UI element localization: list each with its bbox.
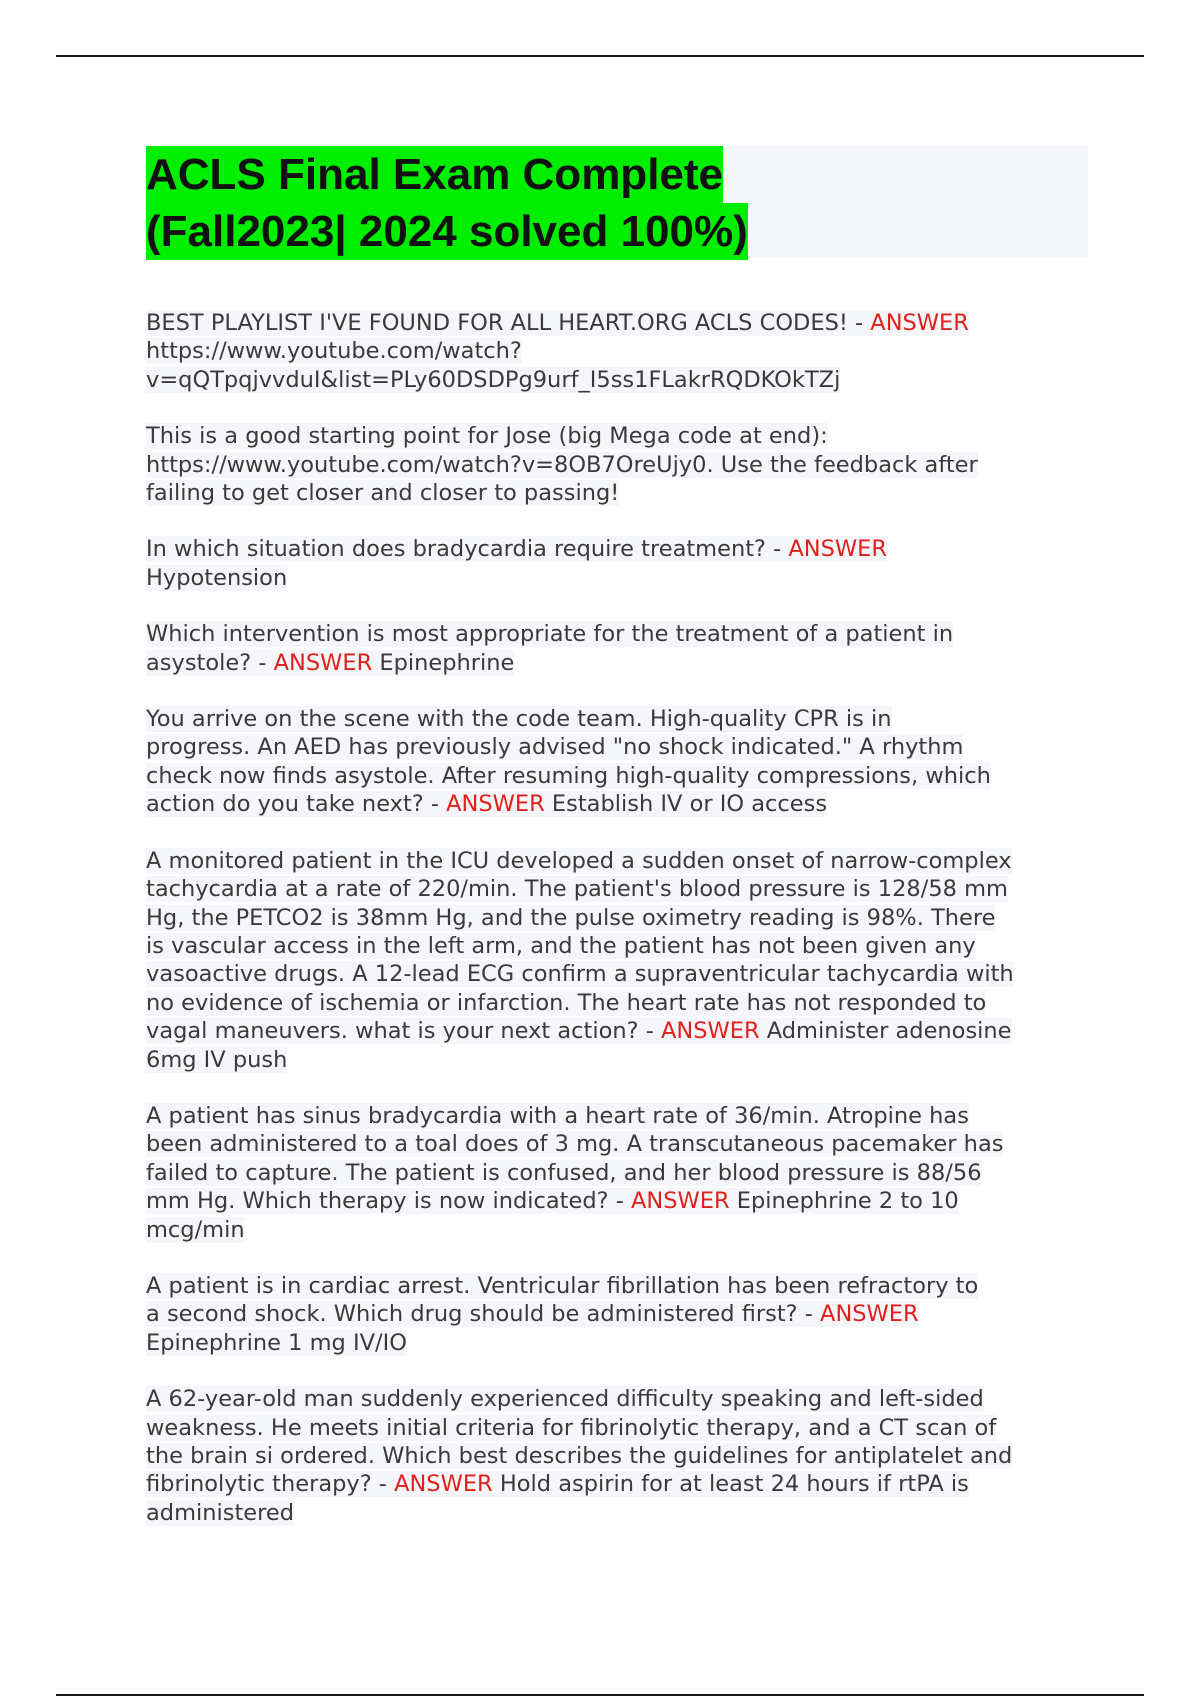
qa-line: [146, 733, 1096, 761]
qa-text: administered: [146, 1499, 295, 1526]
qa-line-text: [146, 1217, 245, 1243]
qa-line: [146, 479, 1096, 507]
qa-text: Establish IV or IO access: [544, 791, 828, 818]
qa-line-text: [146, 480, 619, 506]
qa-text: A patient has sinus bradycardia with a heart rate of 36/min. Atropine has: [146, 1102, 969, 1129]
qa-text: fibrinolytic therapy? -: [146, 1471, 395, 1498]
qa-line-text: [146, 876, 1008, 902]
qa-item: [146, 535, 1096, 592]
qa-text: BEST PLAYLIST I'VE FOUND FOR ALL HEART.ORG ACLS CODES! -: [146, 310, 871, 336]
qa-line-text: [146, 1131, 1003, 1157]
qa-line-text: [146, 706, 892, 732]
qa-line-text: [146, 905, 995, 931]
qa-line-text: [146, 310, 969, 336]
qa-item: [146, 705, 1096, 819]
qa-line-text: [146, 565, 287, 591]
qa-line: [146, 1442, 1096, 1470]
qa-line-text: [146, 1386, 984, 1412]
qa-line: [146, 875, 1096, 903]
qa-line-text: [146, 1330, 407, 1356]
top-rule: [56, 55, 1144, 57]
qa-line-text: [146, 423, 828, 449]
qa-line: [146, 705, 1096, 733]
qa-text: vasoactive drugs. A 12-lead ECG confirm a supraventricular tachycardia with: [146, 961, 1014, 988]
answer-label: ANSWER: [870, 310, 969, 336]
qa-line-text: [146, 621, 953, 647]
qa-text: is vascular access in the left arm, and the patient has not been given any: [146, 932, 976, 959]
qa-line-text: [146, 1047, 287, 1073]
qa-text: A monitored patient in the ICU developed a sudden onset of narrow-complex: [146, 847, 1012, 874]
answer-label: ANSWER: [273, 649, 373, 676]
qa-item: [146, 309, 1096, 394]
qa-line: [146, 1046, 1096, 1074]
qa-line: [146, 564, 1096, 592]
qa-text: Epinephrine 1 mg IV/IO: [146, 1329, 407, 1356]
qa-text: been administered to a toal does of 3 mg. A transcutaneous pacemaker has: [146, 1131, 1004, 1158]
qa-text: Hold aspirin for at least 24 hours if rtPA is: [492, 1471, 969, 1498]
qa-text: action do you take next? -: [146, 791, 447, 818]
qa-item: [146, 847, 1096, 1074]
qa-line: [146, 960, 1096, 988]
qa-line: [146, 989, 1096, 1017]
qa-line: [146, 1470, 1096, 1498]
qa-list: [146, 309, 1096, 1555]
qa-text: tachycardia at a rate of 220/min. The patient's blood pressure is 128/58 mm: [146, 876, 1008, 903]
qa-text: A 62-year-old man suddenly experienced difficulty speaking and left-sided: [146, 1386, 984, 1413]
page-title: [146, 146, 1088, 260]
qa-item: [146, 620, 1096, 677]
qa-line: [146, 451, 1096, 479]
qa-text: https://www.youtube.com/watch?: [146, 338, 522, 365]
answer-label: ANSWER: [630, 1188, 730, 1215]
qa-line-text: [146, 848, 1012, 874]
qa-line: [146, 932, 1096, 960]
qa-text: failing to get closer and closer to passing!: [146, 480, 620, 507]
qa-line: [146, 620, 1096, 648]
qa-line: [146, 649, 1096, 677]
qa-item: [146, 1102, 1096, 1244]
qa-line-text: [146, 650, 514, 676]
qa-item: [146, 1385, 1096, 1527]
qa-text: Hypotension: [146, 564, 288, 591]
qa-line: [146, 1130, 1096, 1158]
qa-text: mm Hg. Which therapy is now indicated? -: [146, 1188, 631, 1215]
qa-line-text: [146, 763, 991, 789]
answer-label: ANSWER: [788, 536, 888, 563]
qa-text: no evidence of ischemia or infarction. The heart rate has not responded to: [146, 989, 987, 1016]
qa-text: progress. An AED has previously advised "no shock indicated." A rhythm: [146, 734, 964, 761]
qa-line-text: [146, 1301, 919, 1327]
qa-text: A patient is in cardiac arrest. Ventricular fibrillation has been refractory to: [146, 1272, 979, 1299]
qa-text: This is a good starting point for Jose (big Mega code at end):: [146, 423, 828, 450]
qa-text: You arrive on the scene with the code team. High-quality CPR is in: [146, 706, 892, 733]
answer-label: ANSWER: [820, 1301, 919, 1328]
qa-line-text: [146, 1188, 959, 1214]
title-line-1: ACLS Final Exam Complete: [146, 146, 723, 203]
qa-text: Which intervention is most appropriate for the treatment of a patient in: [146, 621, 954, 648]
qa-text: https://www.youtube.com/watch?v=8OB7OreUjy0. Use the feedback after: [146, 451, 978, 478]
qa-line-text: [146, 1103, 969, 1129]
qa-line: [146, 1159, 1096, 1187]
qa-item: [146, 1272, 1096, 1357]
qa-line: [146, 1187, 1096, 1215]
title-line-2: (Fall2023| 2024 solved 100%): [146, 203, 748, 260]
qa-line-text: [146, 1018, 1012, 1044]
qa-line: [146, 1216, 1096, 1244]
qa-line: [146, 1300, 1096, 1328]
qa-text: vagal maneuvers. what is your next action? -: [146, 1018, 661, 1045]
qa-text: 6mg IV push: [146, 1046, 288, 1073]
qa-line-text: [146, 961, 1014, 987]
qa-line: [146, 1017, 1096, 1045]
qa-text: Epinephrine: [372, 649, 515, 676]
qa-line-text: [146, 791, 827, 817]
qa-line: [146, 790, 1096, 818]
qa-text: weakness. He meets initial criteria for fibrinolytic therapy, and a CT scan of: [146, 1414, 997, 1441]
qa-line-text: [146, 338, 522, 364]
qa-line: [146, 1102, 1096, 1130]
qa-line: [146, 309, 1096, 337]
qa-line-text: [146, 933, 976, 959]
qa-text: In which situation does bradycardia require treatment? -: [146, 536, 789, 563]
qa-line: [146, 1499, 1096, 1527]
qa-line-text: [146, 1471, 969, 1497]
qa-text: Administer adenosine: [759, 1018, 1012, 1045]
qa-line: [146, 1414, 1096, 1442]
answer-label: ANSWER: [446, 791, 545, 818]
qa-line: [146, 762, 1096, 790]
qa-text: the brain si ordered. Which best describes the guidelines for antiplatelet and: [146, 1443, 1013, 1469]
qa-line-text: [146, 536, 887, 562]
qa-line-text: [146, 1415, 996, 1441]
qa-text: Epinephrine 2 to 10: [729, 1188, 959, 1215]
qa-line-text: [146, 367, 840, 393]
qa-line: [146, 535, 1096, 563]
answer-label: ANSWER: [394, 1471, 493, 1498]
qa-line-text: [146, 452, 978, 478]
qa-line-text: [146, 1443, 1012, 1469]
qa-line: [146, 847, 1096, 875]
qa-line: [146, 366, 1096, 394]
qa-line: [146, 1329, 1096, 1357]
qa-line: [146, 337, 1096, 365]
qa-text: failed to capture. The patient is confused, and her blood pressure is 88/56: [146, 1159, 982, 1186]
qa-line: [146, 1272, 1096, 1300]
qa-line-text: [146, 734, 963, 760]
qa-line: [146, 1385, 1096, 1413]
qa-line-text: [146, 1500, 294, 1526]
qa-item: [146, 422, 1096, 507]
qa-line-text: [146, 1160, 982, 1186]
qa-text: Hg, the PETCO2 is 38mm Hg, and the pulse oximetry reading is 98%. There: [146, 904, 996, 931]
qa-line: [146, 422, 1096, 450]
qa-line-text: [146, 990, 986, 1016]
title-block: [146, 146, 1088, 258]
bottom-rule: [56, 1694, 1144, 1696]
qa-text: asystole? -: [146, 649, 274, 676]
qa-text: check now finds asystole. After resuming high-quality compressions, which: [146, 762, 991, 789]
qa-text: v=qQTpqjvvduI&list=PLy60DSDPg9urf_I5ss1FLakrRQDKOkTZj: [146, 366, 841, 393]
qa-text: a second shock. Which drug should be administered first? -: [146, 1301, 821, 1328]
qa-line-text: [146, 1273, 978, 1299]
qa-text: mcg/min: [146, 1216, 245, 1243]
qa-line: [146, 904, 1096, 932]
answer-label: ANSWER: [661, 1018, 760, 1045]
